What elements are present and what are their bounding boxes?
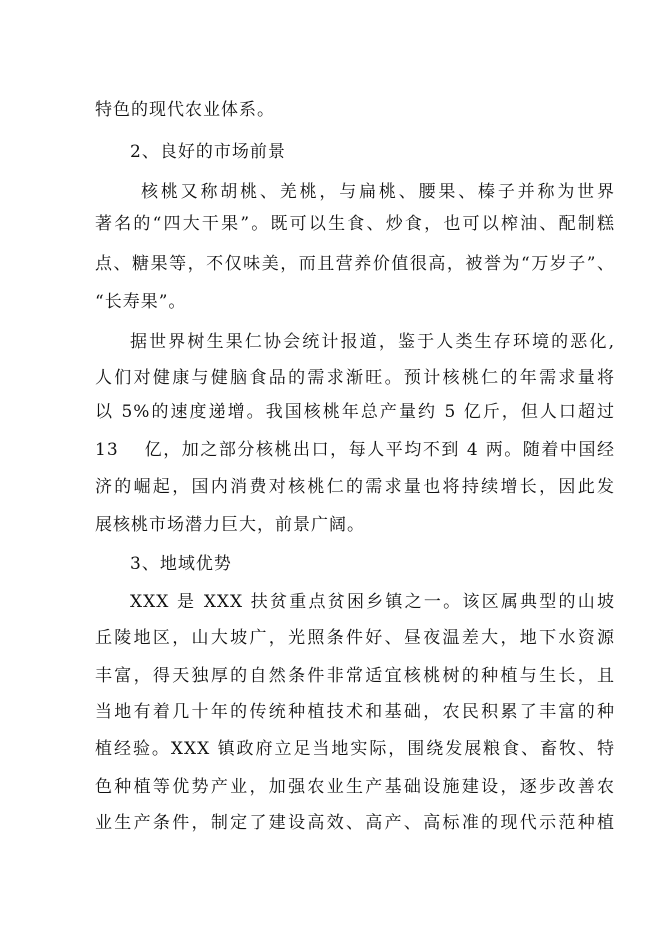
text-line: 以 5%的速度递增。我国核桃年总产量约 5 亿斤，但人口超过 [95, 402, 615, 422]
text-line: 丘陵地区，山大坡广，光照条件好、昼夜温差大，地下水资源 [95, 628, 615, 648]
section-heading: 2、良好的市场前景 [130, 142, 286, 162]
text-line: 植经验。XXX 镇政府立足当地实际，围绕发展粮食、畜牧、特 [95, 739, 615, 759]
text-line: 核桃又称胡桃、羌桃，与扁桃、腰果、榛子并称为世界 [141, 182, 615, 202]
text-line: “长寿果”。 [95, 292, 187, 312]
text-line: 人们对健康与健脑食品的需求渐旺。预计核桃仁的年需求量将 [95, 368, 615, 388]
text-line: 丰富，得天独厚的自然条件非常适宜核桃树的种植与生长，且 [95, 666, 615, 686]
text-line: 展核桃市场潜力巨大，前景广阔。 [95, 515, 365, 535]
text-line: 据世界树生果仁协会统计报道，鉴于人类生存环境的恶化, [130, 332, 615, 352]
text-line: 业生产条件，制定了建设高效、高产、高标准的现代示范种植 [95, 813, 615, 833]
text-line: 色种植等优势产业，加强农业生产基础设施建设，逐步改善农 [95, 777, 615, 797]
text-line: 特色的现代农业体系。 [95, 100, 275, 120]
text-line: 13 亿，加之部分核桃出口，每人平均不到 4 两。随着中国经 [95, 440, 615, 460]
text-line: 济的崛起，国内消费对核桃仁的需求量也将持续增长，因此发 [95, 477, 615, 497]
text-line: 著名的“四大干果”。既可以生食、炒食，也可以榨油、配制糕 [95, 214, 615, 234]
text-line: 当地有着几十年的传统种植技术和基础，农民积累了丰富的种 [95, 702, 615, 722]
text-line: XXX 是 XXX 扶贫重点贫困乡镇之一。该区属典型的山坡 [130, 592, 615, 612]
text-line: 点、糖果等，不仅味美，而且营养价值很高，被誉为“万岁子”、 [95, 254, 615, 274]
section-heading: 3、地域优势 [130, 554, 232, 574]
